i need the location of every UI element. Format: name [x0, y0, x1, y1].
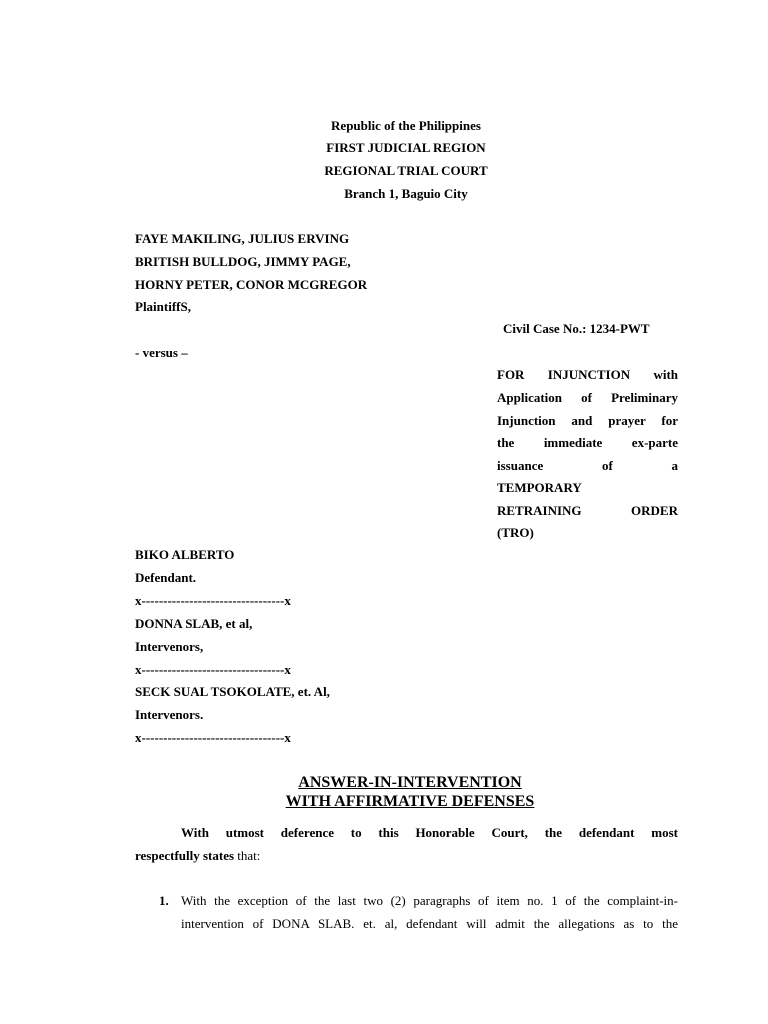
intervenor-2-label: Intervenors.: [135, 707, 204, 722]
item-1-number: 1.: [159, 893, 169, 908]
item-1-line-1: With the exception of the last two (2) paragraphs of item no. 1 of the complaint-in-: [181, 893, 678, 908]
intervenor-1-label: Intervenors,: [135, 639, 204, 654]
item-1-line-2: intervention of DONA SLAB. et. al, defendant will admit the allegations as to the: [181, 916, 678, 931]
header-republic: Republic of the Philippines: [331, 118, 481, 133]
nature-line-5: issuance of a: [497, 458, 678, 473]
nature-line-7: RETRAINING ORDER: [497, 503, 678, 518]
document-title-line-1: ANSWER-IN-INTERVENTION: [298, 774, 522, 791]
separator-2: x---------------------------------x: [135, 662, 291, 677]
plaintiffs-line-1: FAYE MAKILING, JULIUS ERVING: [135, 231, 350, 246]
versus: - versus –: [135, 345, 188, 360]
nature-line-6: TEMPORARY: [497, 480, 582, 495]
intervenor-1-name: DONNA SLAB, et al,: [135, 616, 253, 631]
nature-line-2: Application of Preliminary: [497, 390, 678, 405]
nature-line-4: the immediate ex-parte: [497, 435, 678, 450]
nature-line-1: FOR INJUNCTION with: [497, 367, 678, 382]
plaintiffs-label: PlaintiffS,: [135, 299, 191, 314]
intro-bold-phrase: respectfully states: [135, 848, 235, 863]
nature-line-3: Injunction and prayer for: [497, 413, 678, 428]
nature-line-8: (TRO): [497, 525, 534, 540]
document-title-line-2: WITH AFFIRMATIVE DEFENSES: [285, 793, 535, 810]
header-judicial-region: FIRST JUDICIAL REGION: [326, 140, 486, 155]
intro-rest: that:: [234, 848, 261, 863]
plaintiffs-line-3: HORNY PETER, CONOR MCGREGOR: [135, 277, 368, 292]
defendant-name: BIKO ALBERTO: [135, 547, 235, 562]
header-branch: Branch 1, Baguio City: [344, 186, 468, 201]
separator-3: x---------------------------------x: [135, 730, 291, 745]
case-number: Civil Case No.: 1234-PWT: [503, 321, 650, 336]
plaintiffs-line-2: BRITISH BULLDOG, JIMMY PAGE,: [135, 254, 351, 269]
intro-line-1: With utmost deference to this Honorable Court, the defendant most: [181, 825, 678, 840]
defendant-label: Defendant.: [135, 570, 197, 585]
header-court: REGIONAL TRIAL COURT: [324, 163, 488, 178]
intro-line-2: [135, 848, 260, 864]
separator-1: x---------------------------------x: [135, 593, 291, 608]
intervenor-2-name: SECK SUAL TSOKOLATE, et. Al,: [135, 684, 330, 699]
